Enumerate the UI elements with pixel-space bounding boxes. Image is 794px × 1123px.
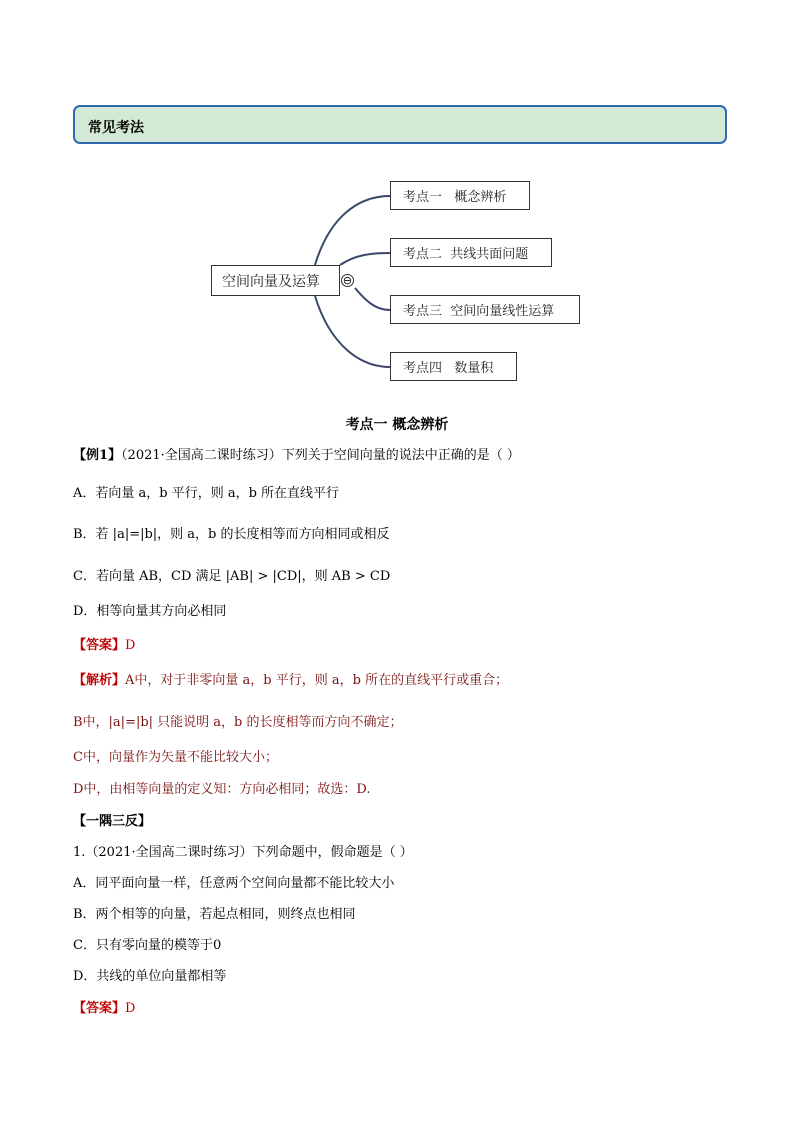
practice-answer-tag: 【答案】: [73, 1001, 126, 1016]
example-option-a: A．若向量 a，b 平行，则 a，b 所在直线平行: [73, 486, 340, 501]
connector-1: [315, 196, 390, 265]
practice-tag: 【一隅三反】: [73, 814, 152, 829]
connector-3: [355, 288, 390, 310]
mindmap-node-2: 考点二 共线共面问题: [390, 238, 552, 267]
analysis-line-1: [73, 669, 508, 688]
analysis-line-4: D中，由相等向量的定义知：方向必相同；故选：D.: [73, 782, 371, 797]
analysis-text-1: A中，对于非零向量 a，b 平行，则 a，b 所在的直线平行或重合；: [125, 673, 509, 688]
analysis-line-2: B中，|a|=|b| 只能说明 a，b 的长度相等而方向不确定；: [73, 715, 403, 730]
example-tag: 【例1】: [73, 448, 122, 463]
mindmap-node-3: 考点三 空间向量线性运算: [390, 295, 580, 324]
banner-title: 常见考法: [88, 120, 144, 136]
mindmap-root: 空间向量及运算: [211, 265, 340, 296]
connector-2: [340, 253, 390, 265]
example-question: [73, 444, 520, 463]
example-answer: [73, 634, 135, 653]
analysis-line-3: C中，向量作为矢量不能比较大小；: [73, 750, 278, 765]
mindmap-node-4: 考点四 数量积: [390, 352, 517, 381]
example-option-c: C．若向量 AB，CD 满足 |AB| > |CD|，则 AB > CD: [73, 569, 391, 584]
practice-question: 1.（2021·全国高二课时练习）下列命题中，假命题是（ ）: [73, 845, 413, 860]
practice-option-c: C．只有零向量的模等于0: [73, 938, 222, 953]
practice-option-b: B．两个相等的向量，若起点相同，则终点也相同: [73, 907, 356, 922]
answer-tag: 【答案】: [73, 638, 126, 653]
section-heading: 考点一 概念辨析: [345, 417, 449, 433]
example-question-text: 下列关于空间向量的说法中正确的是（ ）: [281, 448, 520, 463]
practice-answer-value: D: [125, 1001, 136, 1016]
answer-value: D: [125, 638, 136, 653]
practice-answer: [73, 997, 135, 1016]
example-option-d: D．相等向量其方向必相同: [73, 604, 227, 619]
connector-4: [315, 296, 390, 367]
example-option-b: B．若 |a|=|b|，则 a，b 的长度相等而方向相同或相反: [73, 527, 390, 542]
example-source: （2021·全国高二课时练习）: [121, 448, 282, 463]
practice-option-a: A．同平面向量一样，任意两个空间向量都不能比较大小: [73, 876, 395, 891]
analysis-tag: 【解析】: [73, 673, 126, 688]
practice-option-d: D．共线的单位向量都相等: [73, 969, 227, 984]
mindmap-node-1: 考点一 概念辨析: [390, 181, 530, 210]
collapse-icon[interactable]: ⊖: [342, 274, 353, 287]
